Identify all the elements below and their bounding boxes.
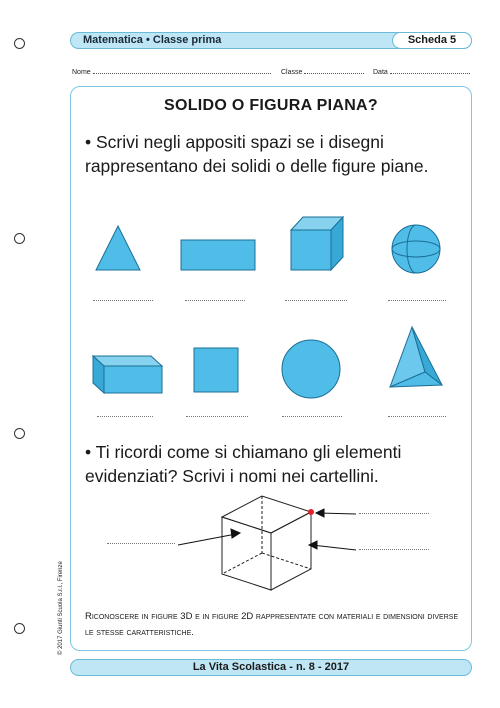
wireframe-cube	[222, 496, 311, 590]
answer-line[interactable]	[388, 300, 446, 301]
answer-line[interactable]	[388, 416, 446, 417]
rectangular-prism-icon	[93, 356, 162, 393]
answer-line[interactable]	[282, 416, 342, 417]
instruction-2: • Ti ricordi come si chiamano gli elementi evidenziati? Scrivi i nomi nei cartellini.	[85, 442, 402, 486]
vertex-dot	[308, 509, 314, 515]
footer-band: La Vita Scolastica - n. 8 - 2017	[70, 659, 472, 676]
instruction-1: • Scrivi negli appositi spazi se i disegni rappresentano dei solidi o delle figure piane.	[85, 132, 429, 176]
subject-label: Matematica • Classe prima	[83, 34, 222, 46]
answer-line[interactable]	[285, 300, 347, 301]
circle-icon	[282, 340, 340, 398]
answer-line[interactable]	[185, 300, 245, 301]
triangle-icon	[96, 226, 140, 270]
learning-objective: Riconoscere in figure 3D e in figure 2D rappresentate con materiali e dimensioni diverse le stesse caratteristiche.	[85, 611, 459, 638]
name-field[interactable]: Nome	[72, 67, 271, 76]
answer-line[interactable]	[93, 300, 153, 301]
class-field[interactable]: Classe	[281, 67, 364, 76]
date-field[interactable]: Data	[373, 67, 470, 76]
copyright-notice: © 2017 Giunti Scuola S.r.l., Firenze	[58, 561, 64, 655]
rectangle-icon	[181, 240, 255, 270]
pyramid-icon	[390, 327, 442, 387]
page-title: SOLIDO O FIGURA PIANA?	[163, 97, 378, 114]
cube-icon	[291, 217, 343, 270]
arrows	[178, 509, 356, 550]
answer-line[interactable]	[97, 416, 153, 417]
sphere-icon	[392, 225, 440, 273]
label-line-face[interactable]	[107, 543, 175, 544]
label-line-edge[interactable]	[359, 549, 429, 550]
sheet-number: Scheda 5	[392, 32, 472, 49]
label-line-vertex[interactable]	[359, 513, 429, 514]
square-icon	[194, 348, 238, 392]
answer-line[interactable]	[186, 416, 248, 417]
